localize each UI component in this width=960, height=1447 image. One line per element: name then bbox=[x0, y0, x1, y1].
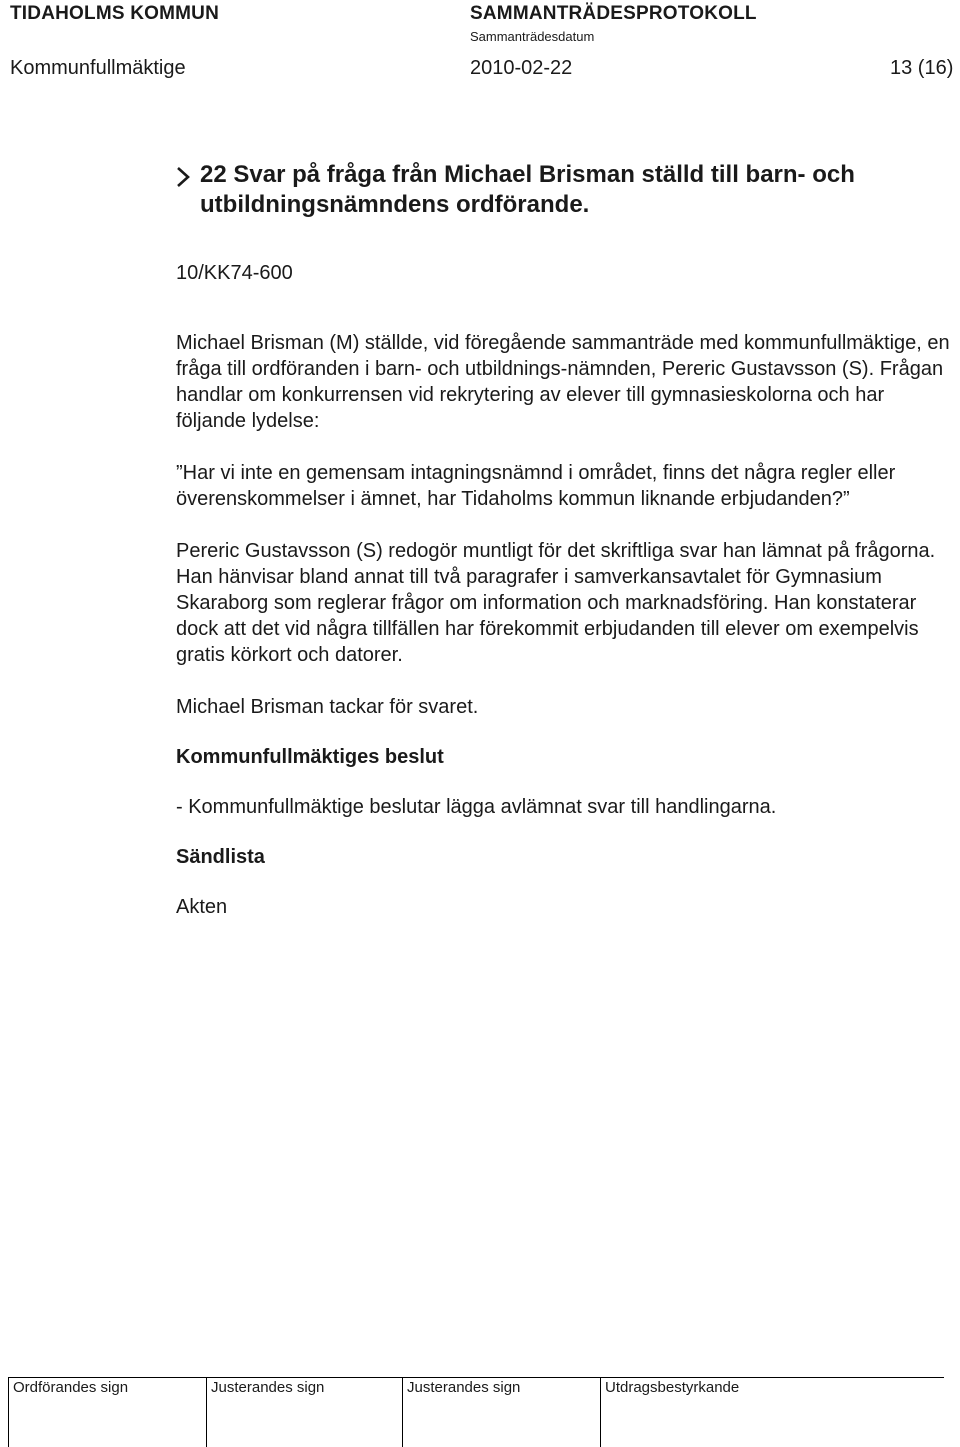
signature-box-certification bbox=[600, 1377, 944, 1447]
section-heading bbox=[176, 160, 951, 220]
paragraph-question: Michael Brisman (M) ställde, vid föregående sammanträde med kommunfullmäktige, en fråga till ordföranden i barn- och utbildnings-nämnden, Pereric Gustavsson (S). Frågan handlar om konkurrensen vid rekrytering av elever till gymnasieskolorna och har följande lydelse: bbox=[176, 332, 950, 432]
signature-label: Ordförandes sign bbox=[13, 1379, 129, 1396]
organization-name: TIDAHOLMS KOMMUN bbox=[10, 3, 220, 24]
signature-table bbox=[8, 1377, 944, 1447]
case-number: 10/KK74-600 bbox=[176, 262, 293, 284]
arrow-right-icon bbox=[176, 166, 190, 188]
page-number: 13 (16) bbox=[890, 57, 954, 79]
paragraph-answer: Pereric Gustavsson (S) redogör muntligt för det skriftliga svar han lämnat på frågorna. Han hänvisar bland annat till två paragrafer i samverkansavtalet för Gymnasium Skaraborg som reglerar frågor om information och marknadsföring. Han konstaterar dock att det vid några tillfällen har förekommit erbjudanden till elever om exempelvis gratis körkort och datorer. bbox=[176, 540, 936, 666]
quoted-question: ”Har vi inte en gemensam intagningsnämnd i området, finns det några regler eller överenskommelser i ämnet, har Tidaholms kommun liknande erbjudanden?” bbox=[176, 462, 896, 510]
decision-heading: Kommunfullmäktiges beslut bbox=[176, 746, 444, 768]
document-type: SAMMANTRÄDESPROTOKOLL bbox=[470, 3, 757, 24]
distribution-heading: Sändlista bbox=[176, 846, 265, 868]
meeting-body: Kommunfullmäktige bbox=[10, 57, 186, 79]
signature-box-adjuster-2 bbox=[402, 1377, 600, 1447]
signature-box-adjuster-1 bbox=[206, 1377, 402, 1447]
protocol-section bbox=[176, 160, 951, 920]
section-heading-text: 22 Svar på fråga från Michael Brisman ställd till barn- och utbildningsnämndens ordförande. bbox=[200, 161, 855, 218]
distribution-item: Akten bbox=[176, 896, 228, 918]
decision-item: - Kommunfullmäktige beslutar lägga avlämnat svar till handlingarna. bbox=[176, 796, 777, 818]
signature-label: Utdragsbestyrkande bbox=[605, 1379, 740, 1396]
paragraph-thanks: Michael Brisman tackar för svaret. bbox=[176, 696, 479, 718]
meeting-date: 2010-02-22 bbox=[470, 57, 573, 79]
signature-label: Justerandes sign bbox=[211, 1379, 325, 1396]
signature-label: Justerandes sign bbox=[407, 1379, 521, 1396]
date-label: Sammanträdesdatum bbox=[470, 29, 595, 44]
signature-box-chair bbox=[8, 1377, 206, 1447]
